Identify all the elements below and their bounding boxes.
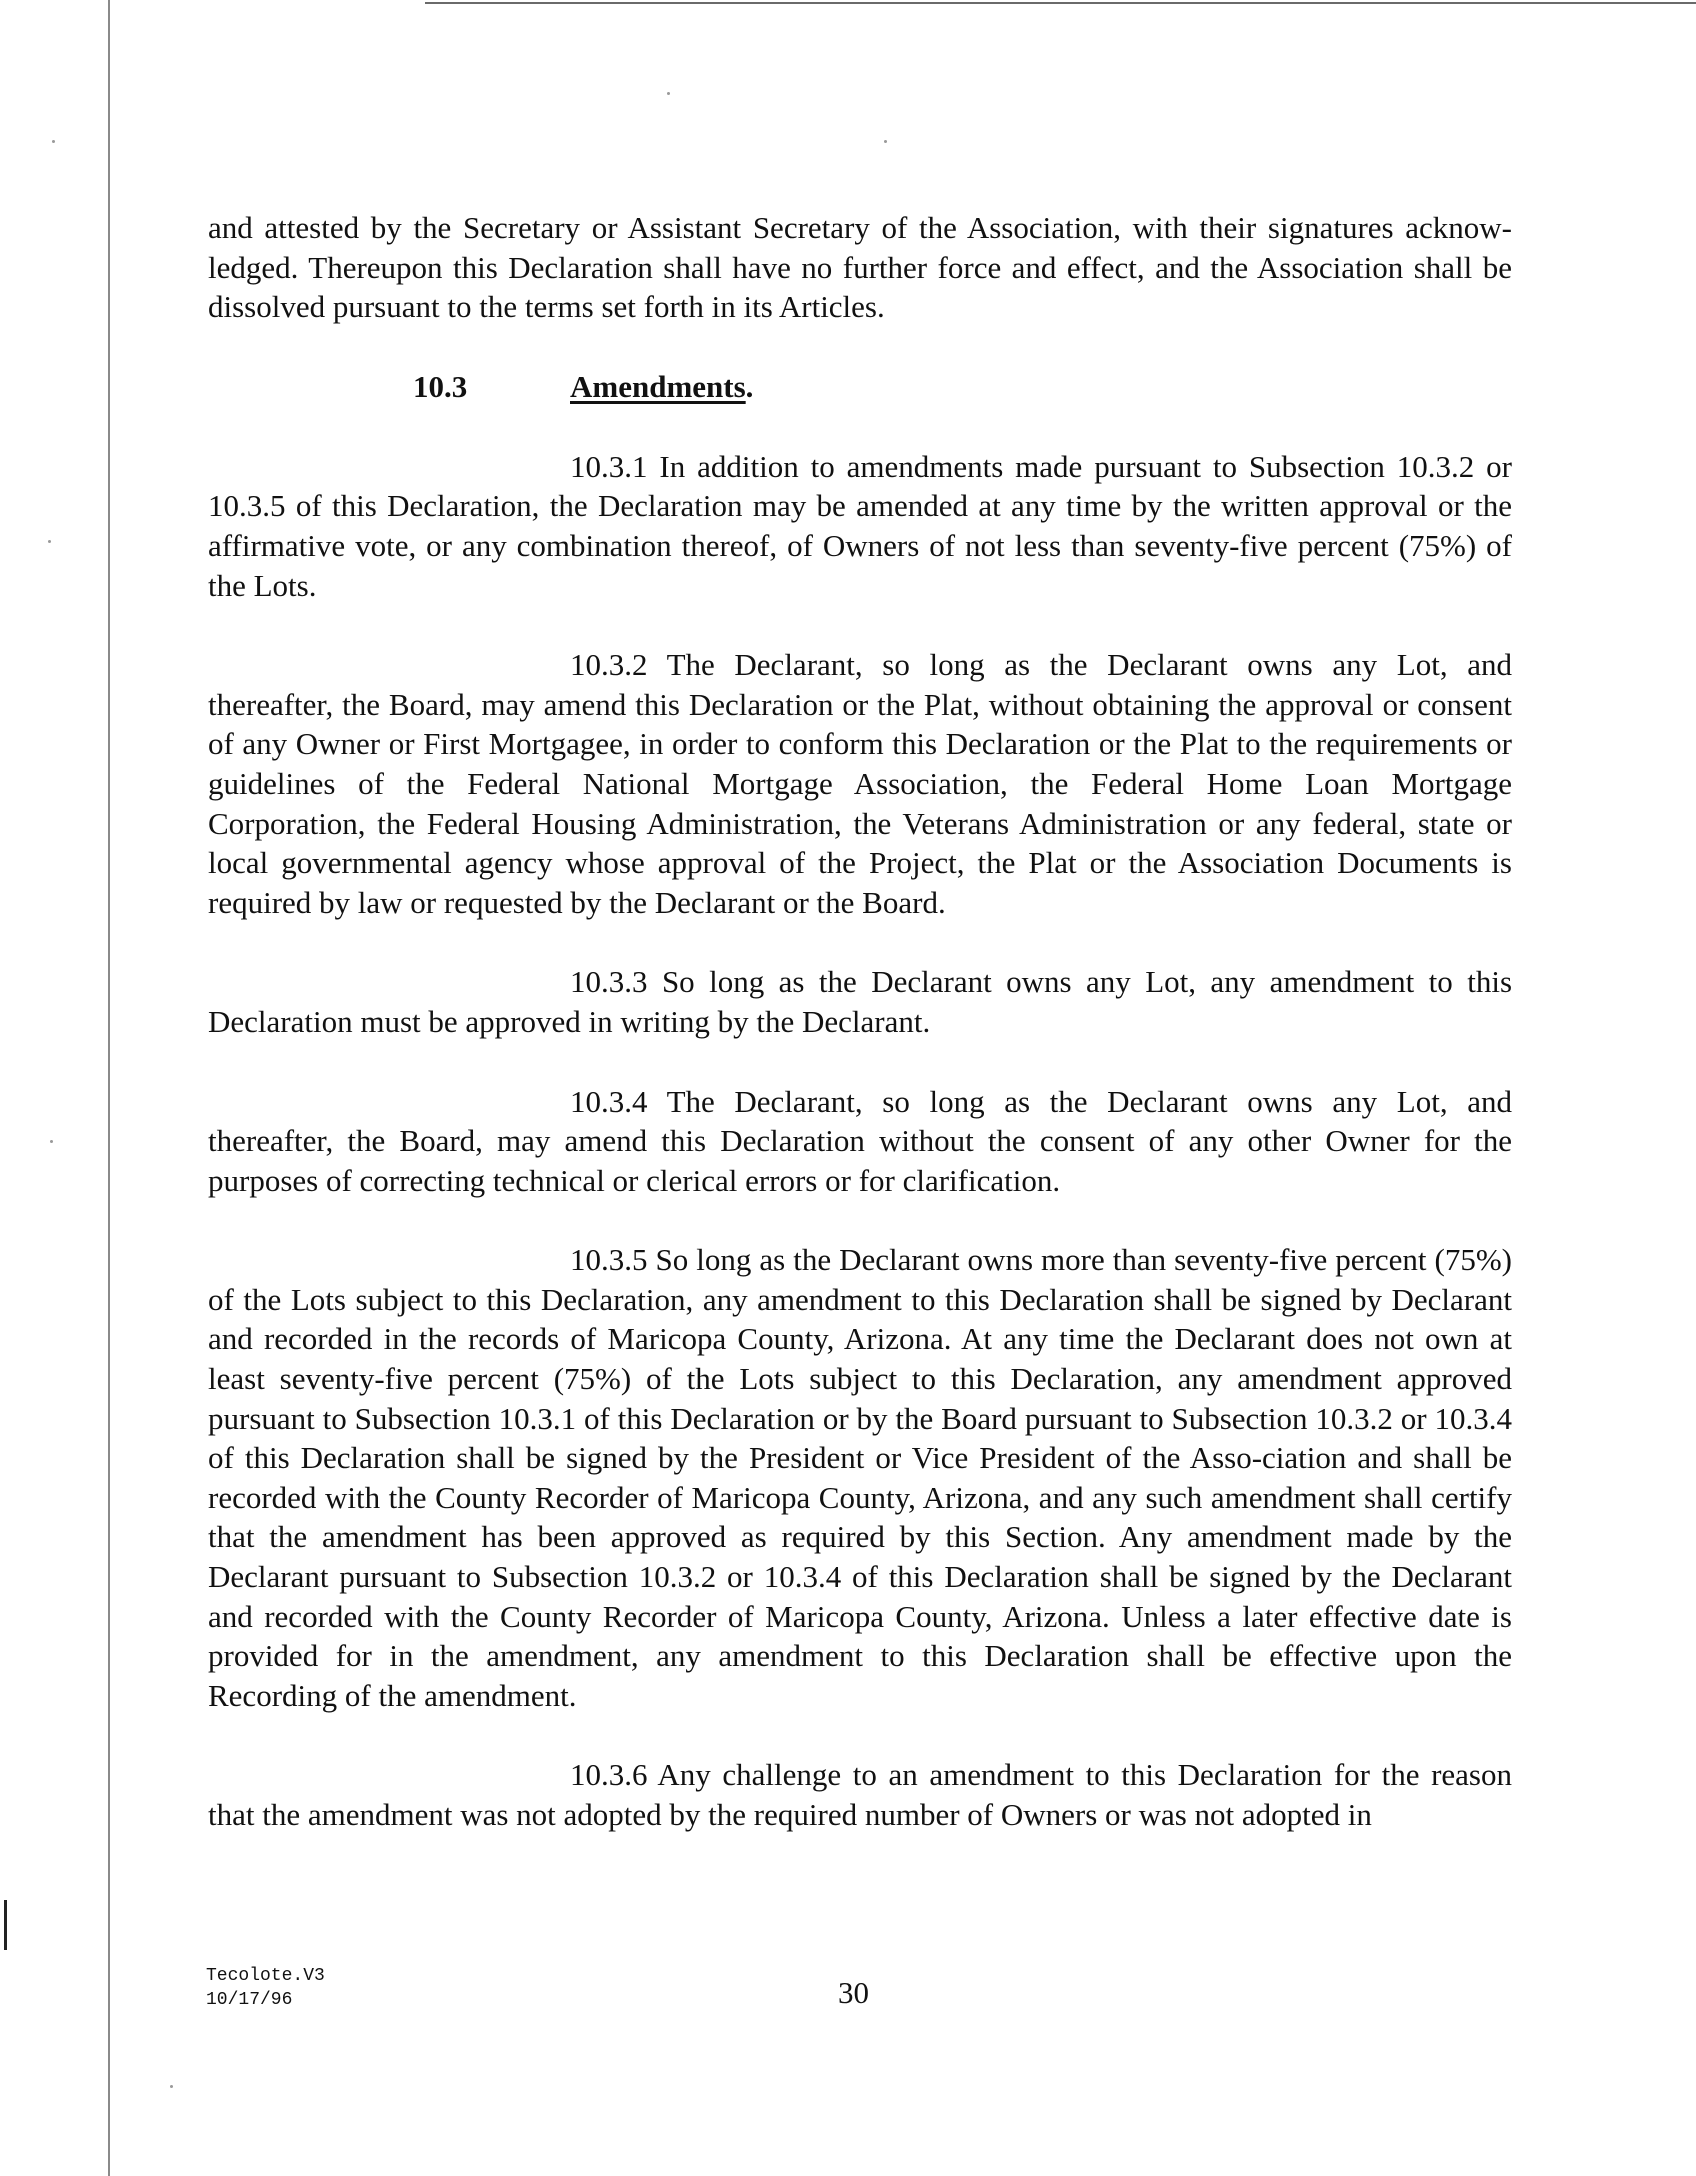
subsection-text: So long as the Declarant owns more than seventy-five percent (75%) of the Lots subject to this Declaration, any amendment to this Declaration shall be signed by Declarant and recorded in the records of Maricopa County, Arizona. At any time the Declarant does not own at least seventy-five percent (75%) of the Lots subject to this Declaration, any amendment approved pursuant to Subsection 10.3.1 of this Declaration or by the Board pursuant to Subsection 10.3.2 or 10.3.4 of this Declaration shall be signed by the President or Vice President of the Asso-ciation and shall be recorded with the County Recorder of Maricopa County, Arizona, and any such amendment shall certify that the amendment has been approved as required by this Section. Any amendment made by the Declarant pursuant to Subsection 10.3.2 or 10.3.4 of this Declaration shall be signed by the Declarant and recorded with the County Recorder of Maricopa County, Arizona. Unless a later effective date is provided for in the amendment, any amendment to this Declaration shall be effective upon the Recording of the amendment.: [208, 1242, 1512, 1713]
subsection-10-3-3: [208, 962, 1512, 1041]
scan-top-edge: [425, 2, 1696, 4]
scan-speck: [52, 140, 55, 143]
footer-doc-name: Tecolote.V3: [206, 1966, 325, 1986]
subsection-text: So long as the Declarant owns any Lot, any amendment to this Declaration must be approved in writing by the Declarant.: [208, 964, 1513, 1039]
section-number: 10.3: [413, 368, 468, 404]
document-body: [208, 208, 1512, 1875]
scan-speck: [170, 2085, 173, 2088]
section-heading: [208, 367, 1512, 407]
subsection-text: The Declarant, so long as the Declarant owns any Lot, and thereafter, the Board, may amend this Declaration without the consent of any other Owner for the purposes of correcting technical or clerical errors or for clarification.: [208, 1083, 1512, 1198]
section-title-text: Amendments: [570, 368, 746, 404]
scan-speck: [884, 140, 887, 143]
intro-paragraph: and attested by the Secretary or Assistant Secretary of the Association, with their signatures acknow-ledged. Thereupon this Declaration shall have no further force and effect, and the Association shall be dissolved pursuant to the terms set forth in its Articles.: [208, 210, 1512, 325]
subsection-10-3-2: [208, 645, 1512, 922]
subsection-10-3-1: [208, 447, 1512, 605]
subsection-number: 10.3.6: [570, 1757, 648, 1793]
scan-speck: [50, 1140, 53, 1143]
subsection-10-3-6: [208, 1755, 1512, 1834]
subsection-10-3-4: [208, 1082, 1512, 1201]
subsection-text: In addition to amendments made pursuant to Subsection 10.3.2 or 10.3.5 of this Declaration, the Declaration may be amended at any time by the written approval or the affirmative vote, or any combination thereof, of Owners of not less than seventy-five percent (75%) of the Lots.: [208, 448, 1512, 603]
subsection-text: The Declarant, so long as the Declarant owns any Lot, and thereafter, the Board, may amend this Declaration or the Plat, without obtaining the approval or consent of any Owner or First Mortgagee, in order to conform this Declaration or the Plat to the requirements or guidelines of the Federal National Mortgage Association, the Federal Home Loan Mortgage Corporation, the Federal Housing Administration, the Veterans Administration or any federal, state or local governmental agency whose approval of the Project, the Plat or the Association Documents is required by law or requested by the Declarant or the Board.: [208, 647, 1512, 920]
section-title: [570, 367, 753, 407]
subsection-number: 10.3.4: [570, 1083, 648, 1119]
scan-binding-mark: [4, 1900, 7, 1950]
scan-speck: [667, 92, 670, 95]
footer-document-id: [206, 1964, 325, 2012]
scan-speck: [48, 540, 51, 543]
subsection-number: 10.3.1: [570, 448, 648, 484]
subsection-number: 10.3.3: [570, 964, 648, 1000]
subsection-number: 10.3.5: [570, 1242, 648, 1278]
section-title-suffix: .: [745, 368, 754, 404]
subsection-10-3-5: [208, 1240, 1512, 1715]
page-number: 30: [838, 1975, 869, 2010]
scan-left-margin-line: [108, 0, 110, 2176]
subsection-number: 10.3.2: [570, 647, 648, 683]
footer-doc-date: 10/17/96: [206, 1990, 293, 2010]
subsection-text: Any challenge to an amendment to this Declaration for the reason that the amendment was not adopted by the required number of Owners or was not adopted in: [208, 1757, 1512, 1832]
